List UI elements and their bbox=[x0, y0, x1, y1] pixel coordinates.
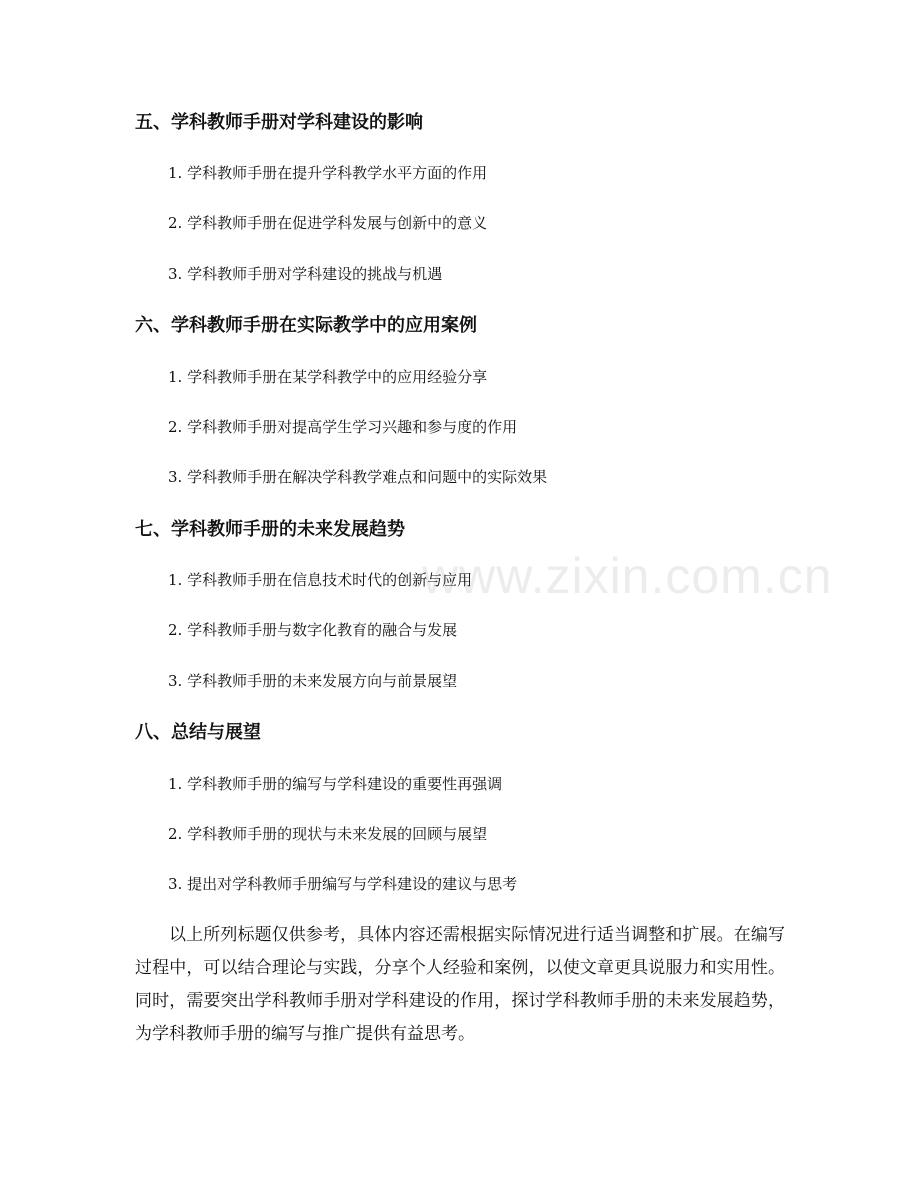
watermark: www.zixin.com.cn bbox=[422, 548, 833, 604]
list-item: 2. 学科教师手册与数字化教育的融合与发展 bbox=[168, 621, 458, 639]
closing-paragraph: 以上所列标题仅供参考，具体内容还需根据实际情况进行适当调整和扩展。在编写过程中，可以结合理论与实践，分享个人经验和案例，以使文章更具说服力和实用性。同时，需要突出学科教师手册对学科建设的作用，探讨学科教师手册的未来发展趋势，为学科教师手册的编写与推广提供有益思考。 bbox=[135, 925, 785, 1044]
list-item: 2. 学科教师手册的现状与未来发展的回顾与展望 bbox=[168, 825, 488, 843]
list-item: 1. 学科教师手册在信息技术时代的创新与应用 bbox=[168, 571, 473, 589]
list-item: 3. 学科教师手册在解决学科教学难点和问题中的实际效果 bbox=[168, 468, 548, 486]
section-heading-7: 七、学科教师手册的未来发展趋势 bbox=[135, 519, 405, 540]
list-item: 1. 学科教师手册在某学科教学中的应用经验分享 bbox=[168, 368, 488, 386]
list-item: 2. 学科教师手册在促进学科发展与创新中的意义 bbox=[168, 214, 488, 232]
list-item: 3. 学科教师手册对学科建设的挑战与机遇 bbox=[168, 265, 443, 283]
list-item: 2. 学科教师手册对提高学生学习兴趣和参与度的作用 bbox=[168, 418, 518, 436]
list-item: 3. 学科教师手册的未来发展方向与前景展望 bbox=[168, 672, 458, 690]
section-heading-5: 五、学科教师手册对学科建设的影响 bbox=[135, 112, 423, 133]
list-item: 3. 提出对学科教师手册编写与学科建设的建议与思考 bbox=[168, 875, 518, 893]
section-heading-6: 六、学科教师手册在实际教学中的应用案例 bbox=[135, 315, 477, 336]
section-heading-8: 八、总结与展望 bbox=[135, 722, 261, 743]
list-item: 1. 学科教师手册的编写与学科建设的重要性再强调 bbox=[168, 775, 503, 793]
list-item: 1. 学科教师手册在提升学科教学水平方面的作用 bbox=[168, 164, 488, 182]
